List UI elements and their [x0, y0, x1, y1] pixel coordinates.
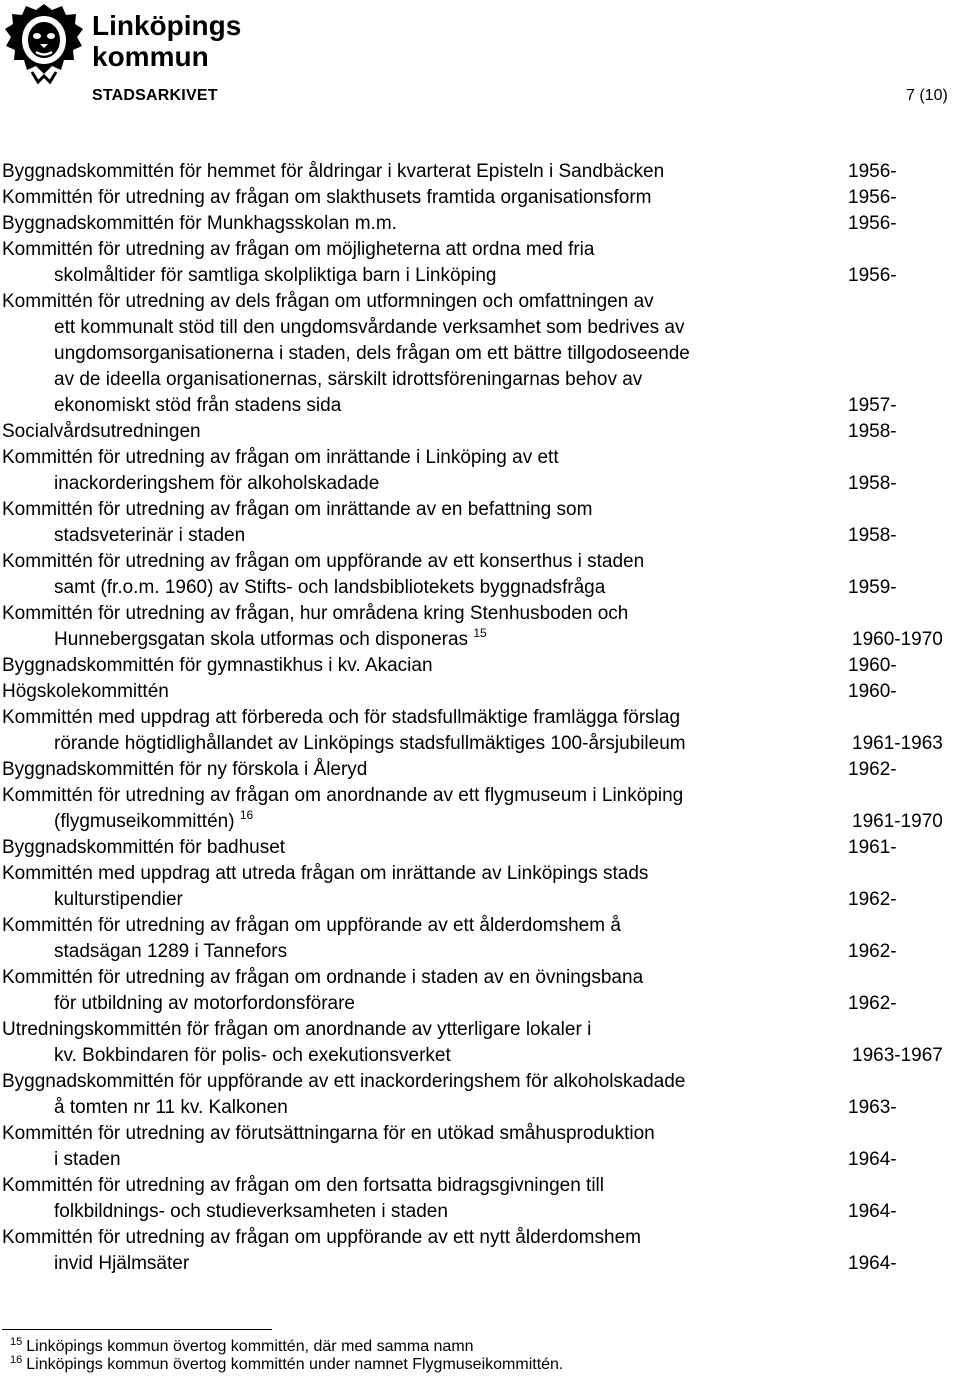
committee-line — [0, 627, 960, 653]
page-number: 7 (10) — [906, 87, 948, 104]
committee-text — [54, 1095, 288, 1121]
committee-text — [54, 263, 496, 289]
committee-text-content: Kommittén för utredning av förutsättningarna för en utökad småhusproduktion — [2, 1123, 655, 1144]
committee-year: 1961-1970 — [852, 811, 943, 832]
committee-text — [2, 237, 594, 263]
committee-text-content: Byggnadskommittén för hemmet för åldringar i kvarterat Episteln i Sandbäcken — [2, 161, 665, 182]
committee-line — [0, 887, 960, 913]
committee-line — [0, 653, 960, 679]
committee-text — [54, 627, 487, 653]
committee-text — [2, 211, 397, 237]
committee-text — [54, 393, 341, 419]
committee-year: 1963- — [848, 1097, 897, 1118]
committee-line — [0, 861, 960, 887]
footnote-divider — [2, 1329, 272, 1330]
committee-text-content: Kommittén för utredning av frågan om inrättande av en befattning som — [2, 499, 593, 520]
committee-text-content: Kommittén för utredning av frågan om inrättande i Linköping av ett — [2, 447, 559, 468]
committee-year: 1964- — [848, 1201, 897, 1222]
committee-line — [0, 1069, 960, 1095]
committee-text-content: (flygmuseikommittén) — [54, 811, 235, 832]
committee-line — [0, 757, 960, 783]
committee-line — [0, 1017, 960, 1043]
committee-text-content: Kommittén för utredning av frågan, hur områdena kring Stenhusboden och — [2, 603, 629, 624]
committee-text — [2, 419, 201, 445]
footnote — [10, 1356, 563, 1374]
committee-line — [0, 913, 960, 939]
committee-text — [2, 835, 285, 861]
committee-text-content: Byggnadskommittén för badhuset — [2, 837, 286, 858]
committee-line — [0, 705, 960, 731]
committee-text — [54, 315, 684, 341]
committee-text-content: Utredningskommittén för frågan om anordnande av ytterligare lokaler i — [2, 1019, 592, 1040]
committee-line — [0, 939, 960, 965]
committee-text — [2, 1069, 685, 1095]
committee-line — [0, 991, 960, 1017]
department-name: STADSARKIVET — [92, 87, 218, 104]
committee-text-content: för utbildning av motorfordonsförare — [54, 993, 355, 1014]
committee-year: 1964- — [848, 1149, 897, 1170]
committee-line — [0, 445, 960, 471]
committee-text-content: Socialvårdsutredningen — [2, 421, 201, 442]
committee-year: 1961-1963 — [852, 733, 943, 754]
committee-line — [0, 731, 960, 757]
committee-text-content: Kommittén för utredning av frågan om slakthusets framtida organisationsform — [2, 187, 652, 208]
committee-line — [0, 471, 960, 497]
committee-line — [0, 965, 960, 991]
committee-text — [2, 913, 621, 939]
committee-text-content: folkbildnings- och studieverksamheten i staden — [54, 1201, 448, 1222]
committee-text — [54, 367, 642, 393]
committee-year: 1956- — [848, 187, 897, 208]
committee-text-content: Byggnadskommittén för ny förskola i Åleryd — [2, 759, 368, 780]
committee-text — [54, 1147, 121, 1173]
committee-line — [0, 341, 960, 367]
footnote-ref: 16 — [239, 808, 254, 822]
footnote-ref: 15 — [473, 626, 487, 640]
committee-text-content: Kommittén för utredning av frågan om anordnande av ett flygmuseum i Linköping — [2, 785, 684, 806]
footnote — [10, 1338, 563, 1356]
committee-text-content: rörande högtidlighållandet av Linköpings stadsfullmäktiges 100-årsjubileum — [54, 733, 686, 754]
committee-line — [0, 1199, 960, 1225]
committee-text — [2, 497, 592, 523]
committee-text-content: Kommittén för utredning av frågan om uppförande av ett nytt ålderdomshem — [2, 1227, 641, 1248]
committee-year: 1961- — [848, 837, 897, 858]
committee-text-content: Kommittén för utredning av frågan om ordnande i staden av en övningsbana — [2, 967, 644, 988]
committee-text — [54, 731, 686, 757]
committee-text-content: Byggnadskommittén för gymnastikhus i kv. Akacian — [2, 655, 433, 676]
committee-year: 1956- — [848, 265, 897, 286]
committee-year: 1962- — [848, 759, 897, 780]
committee-text-content: ungdomsorganisationerna i staden, dels frågan om ett bättre tillgodoseende — [54, 343, 690, 364]
committee-text — [54, 809, 253, 835]
committee-text-content: stadsveterinär i staden — [54, 525, 246, 546]
committee-text — [2, 653, 433, 679]
committee-line — [0, 237, 960, 263]
committee-line — [0, 523, 960, 549]
footnote-text: Linköpings kommun övertog kommittén under namnet Flygmuseikommittén. — [26, 1356, 564, 1373]
committee-text — [54, 1199, 448, 1225]
committee-year: 1958- — [848, 525, 897, 546]
committee-text-content: Högskolekommittén — [2, 681, 169, 702]
committee-line — [0, 367, 960, 393]
committee-year: 1960- — [848, 655, 897, 676]
page-header — [0, 0, 960, 120]
committee-year: 1962- — [848, 889, 897, 910]
committee-text — [2, 1225, 641, 1251]
committee-text-content: Kommittén med uppdrag att utreda frågan om inrättande av Linköpings stads — [2, 863, 649, 884]
committee-text-content: Hunnebergsgatan skola utformas och disponeras — [54, 629, 469, 650]
committee-year: 1963-1967 — [852, 1045, 943, 1066]
committee-text-content: kv. Bokbindaren för polis- och exekutionsverket — [54, 1045, 451, 1066]
committee-text-content: Byggnadskommittén för Munkhagsskolan m.m. — [2, 213, 397, 234]
organization-name-line2: kommun — [92, 41, 209, 72]
footnote-text: Linköpings kommun övertog kommittén, där med samma namn — [26, 1338, 474, 1355]
committee-line — [0, 393, 960, 419]
committee-text — [2, 783, 683, 809]
committee-text — [2, 601, 628, 627]
committee-text-content: Kommittén för utredning av frågan om uppförande av ett ålderdomshem å — [2, 915, 621, 936]
committee-line — [0, 1173, 960, 1199]
committee-line — [0, 315, 960, 341]
committee-text — [54, 991, 355, 1017]
committee-line — [0, 575, 960, 601]
committee-year: 1956- — [848, 213, 897, 234]
committee-year: 1957- — [848, 395, 897, 416]
committee-text-content: kulturstipendier — [54, 889, 183, 910]
committee-year: 1960-1970 — [852, 629, 943, 650]
committee-text-content: skolmåltider för samtliga skolpliktiga barn i Linköping — [54, 265, 497, 286]
committee-line — [0, 1251, 960, 1277]
committee-text — [2, 1017, 591, 1043]
committee-year: 1958- — [848, 473, 897, 494]
committee-line — [0, 263, 960, 289]
committee-line — [0, 1147, 960, 1173]
committee-line — [0, 1225, 960, 1251]
committee-text-content: Kommittén för utredning av frågan om den fortsatta bidragsgivningen till — [2, 1175, 604, 1196]
committee-line — [0, 809, 960, 835]
committee-line — [0, 185, 960, 211]
committee-line — [0, 549, 960, 575]
committee-text-content: stadsägan 1289 i Tannefors — [54, 941, 288, 962]
committee-text-content: samt (fr.o.m. 1960) av Stifts- och landsbibliotekets byggnadsfråga — [54, 577, 606, 598]
committee-text — [2, 445, 559, 471]
committee-text — [2, 159, 664, 185]
committee-year: 1962- — [848, 941, 897, 962]
committee-line — [0, 1095, 960, 1121]
footnote-number: 16 — [10, 1354, 23, 1366]
committee-year: 1956- — [848, 161, 897, 182]
footnotes — [10, 1338, 563, 1374]
committee-line — [0, 601, 960, 627]
committee-year: 1964- — [848, 1253, 897, 1274]
footnote-number: 15 — [10, 1336, 23, 1348]
organization-name — [92, 10, 241, 72]
committee-line — [0, 679, 960, 705]
committee-text — [2, 757, 367, 783]
committee-text-content: å tomten nr 11 kv. Kalkonen — [54, 1097, 288, 1118]
committee-year: 1962- — [848, 993, 897, 1014]
committee-text — [2, 861, 648, 887]
committee-text — [54, 1043, 451, 1069]
committee-line — [0, 497, 960, 523]
committee-text-content: i staden — [54, 1149, 121, 1170]
committee-text — [2, 1121, 655, 1147]
committee-line — [0, 159, 960, 185]
committee-text — [2, 1173, 604, 1199]
committee-text — [54, 575, 605, 601]
committee-list — [0, 159, 960, 1277]
committee-text-content: inackorderingshem för alkoholskadade — [54, 473, 380, 494]
committee-text — [2, 679, 169, 705]
committee-text-content: invid Hjälmsäter — [54, 1253, 190, 1274]
committee-text — [2, 185, 651, 211]
committee-text — [54, 523, 245, 549]
lion-crest-logo — [4, 2, 84, 84]
committee-text — [2, 965, 643, 991]
committee-year: 1958- — [848, 421, 897, 442]
committee-text-content: Byggnadskommittén för uppförande av ett inackorderingshem för alkoholskadade — [2, 1071, 686, 1092]
committee-text-content: Kommittén med uppdrag att förbereda och för stadsfullmäktige framlägga förslag — [2, 707, 681, 728]
committee-text — [54, 1251, 189, 1277]
committee-text-content: Kommittén för utredning av frågan om möjligheterna att ordna med fria — [2, 239, 595, 260]
organization-name-line1: Linköpings — [92, 10, 242, 41]
committee-text — [54, 341, 690, 367]
committee-line — [0, 211, 960, 237]
committee-text-content: av de ideella organisationernas, särskilt idrottsföreningarnas behov av — [54, 369, 643, 390]
committee-line — [0, 1043, 960, 1069]
committee-line — [0, 835, 960, 861]
committee-text — [2, 705, 680, 731]
committee-line — [0, 783, 960, 809]
committee-text-content: ekonomiskt stöd från stadens sida — [54, 395, 342, 416]
committee-line — [0, 419, 960, 445]
committee-year: 1960- — [848, 681, 897, 702]
committee-text — [2, 549, 644, 575]
committee-text-content: Kommittén för utredning av dels frågan om utformningen och omfattningen av — [2, 291, 654, 312]
committee-text-content: ett kommunalt stöd till den ungdomsvårdande verksamhet som bedrives av — [54, 317, 685, 338]
committee-text — [54, 887, 183, 913]
committee-line — [0, 1121, 960, 1147]
committee-text — [54, 471, 379, 497]
committee-year: 1959- — [848, 577, 897, 598]
committee-text — [54, 939, 287, 965]
committee-text-content: Kommittén för utredning av frågan om uppförande av ett konserthus i staden — [2, 551, 645, 572]
committee-text — [2, 289, 654, 315]
committee-line — [0, 289, 960, 315]
